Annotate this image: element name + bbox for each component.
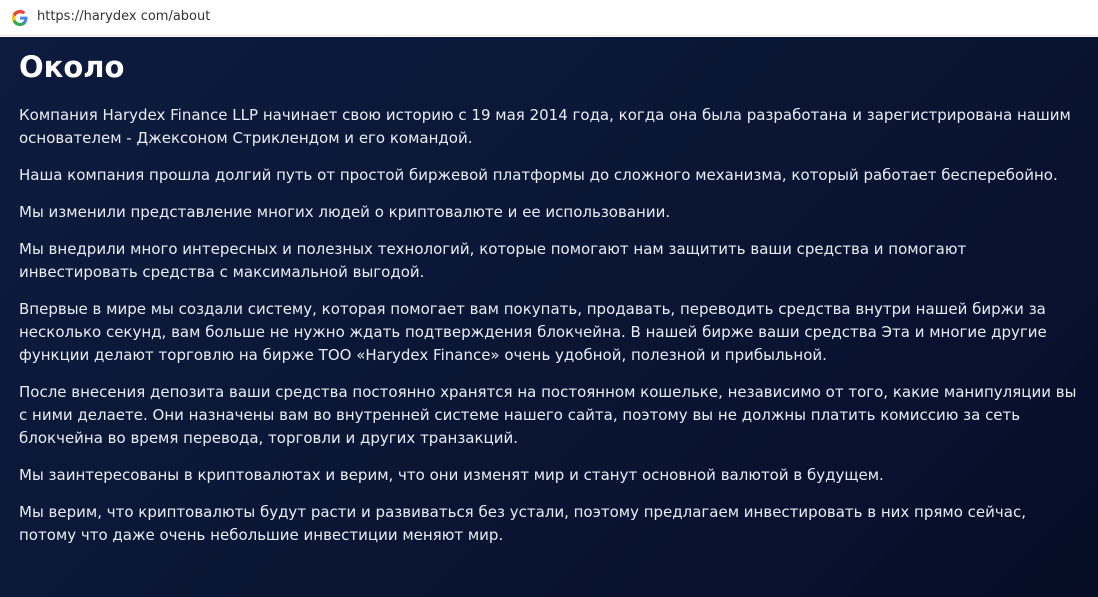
- google-g-icon: [12, 10, 28, 26]
- about-paragraph-4: Мы внедрили много интересных и полезных технологий, которые помогают нам защитить ваши средства и помогают инвестировать средства с максимальной выгодой.: [19, 240, 967, 281]
- about-paragraph-5: Впервые в мире мы создали систему, которая помогает вам покупать, продавать, переводить средства внутри нашей биржи за несколько секунд, вам больше не нужно ждать подтверждения блокчейна. В нашей бирже ваши средства Эта и многие другие функции делают торговлю на бирже ТОО «Harydex Finance» очень удобной, полезной и прибыльной.: [19, 300, 1047, 364]
- about-paragraph-1: Компания Harydex Finance LLP начинает свою историю с 19 мая 2014 года, когда она была разработана и зарегистрирована нашим основателем - Джексоном Стриклендом и его командой.: [19, 106, 1071, 147]
- browser-address-bar[interactable]: [0, 0, 1098, 36]
- about-paragraph-2: Наша компания прошла долгий путь от простой биржевой платформы до сложного механизма, который работает бесперебойно.: [19, 166, 1058, 184]
- about-content: [19, 49, 1083, 561]
- page-title: Около: [19, 50, 125, 84]
- url-text[interactable]: https://harydex com/about: [37, 9, 211, 24]
- about-paragraph-3: Мы изменили представление многих людей о криптовалюте и ее использовании.: [19, 203, 671, 221]
- about-paragraph-6: После внесения депозита ваши средства постоянно хранятся на постоянном кошельке, независимо от того, какие манипуляции вы с ними делаете. Они назначены вам во внутренней системе нашего сайта, поэтому вы не должны платить комиссию за сеть блокчейна во время перевода, торговли и других транзакций.: [19, 383, 1077, 447]
- about-paragraph-7: Мы заинтересованы в криптовалютах и верим, что они изменят мир и станут основной валютой в будущем.: [19, 466, 884, 484]
- about-paragraph-8: Мы верим, что криптовалюты будут расти и развиваться без устали, поэтому предлагаем инвестировать в них прямо сейчас, потому что даже очень небольшие инвестиции меняют мир.: [19, 503, 1026, 544]
- about-page: [0, 37, 1098, 597]
